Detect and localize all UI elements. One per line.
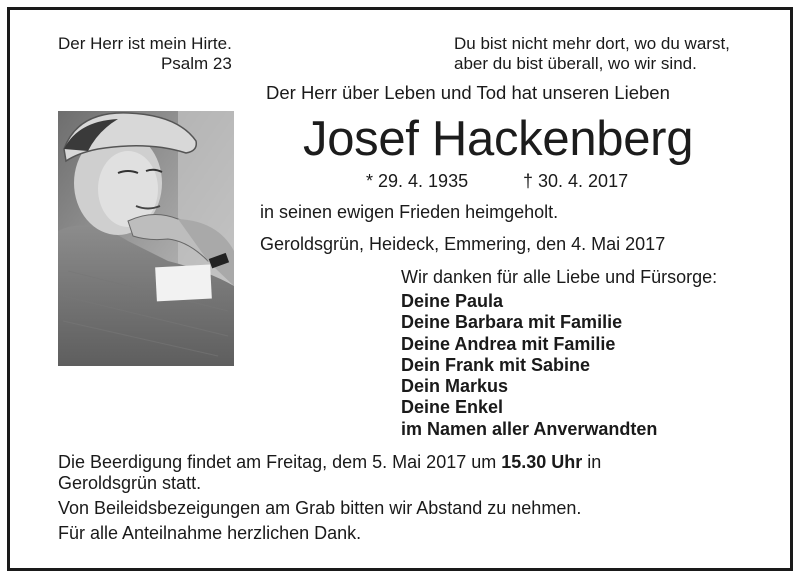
funeral-notice-post: in Geroldsgrün statt. — [58, 452, 602, 493]
mourner-name: Deine Barbara mit Familie — [401, 312, 623, 333]
funeral-time: 15.30 Uhr — [501, 452, 583, 472]
death-date: † 30. 4. 2017 — [523, 171, 629, 191]
funeral-notice-pre: Die Beerdigung findet am Freitag, dem 5. Mai 2017 um — [58, 452, 502, 472]
mourners-list — [401, 291, 657, 440]
birth-date: * 29. 4. 1935 — [366, 171, 469, 191]
gratitude-note: Für alle Anteilnahme herzlichen Dank. — [58, 523, 362, 543]
memorial-quote-line-2: aber du bist überall, wo wir sind. — [454, 54, 697, 73]
psalm-quote — [58, 34, 232, 74]
called-home-text: in seinen ewigen Frieden heimgeholt. — [260, 202, 559, 222]
place-and-date: Geroldsgrün, Heideck, Emmering, den 4. Mai 2017 — [260, 234, 666, 254]
thanks-text: Wir danken für alle Liebe und Fürsorge: — [401, 267, 718, 287]
mourner-name: Deine Paula — [401, 291, 504, 311]
deceased-name: Josef Hackenberg — [303, 112, 694, 166]
psalm-quote-text: Der Herr ist mein Hirte. — [58, 34, 232, 53]
mourner-name: Dein Markus — [401, 376, 509, 397]
condolences-note: Von Beileidsbezeigungen am Grab bitten wir Abstand zu nehmen. — [58, 498, 582, 518]
psalm-quote-source: Psalm 23 — [160, 54, 232, 73]
memorial-quote-line-1: Du bist nicht mehr dort, wo du warst, — [454, 34, 730, 53]
mourner-name: Deine Andrea mit Familie — [401, 333, 616, 354]
mourner-name: Deine Enkel — [401, 397, 504, 418]
funeral-notice — [58, 452, 678, 494]
portrait-image — [58, 111, 234, 366]
memorial-quote — [454, 34, 730, 74]
mourner-name: im Namen aller Anverwandten — [401, 418, 658, 439]
intro-text: Der Herr über Leben und Tod hat unseren Lieben — [266, 82, 670, 103]
deceased-portrait-photo — [58, 111, 234, 366]
mourner-name: Dein Frank mit Sabine — [401, 354, 591, 375]
